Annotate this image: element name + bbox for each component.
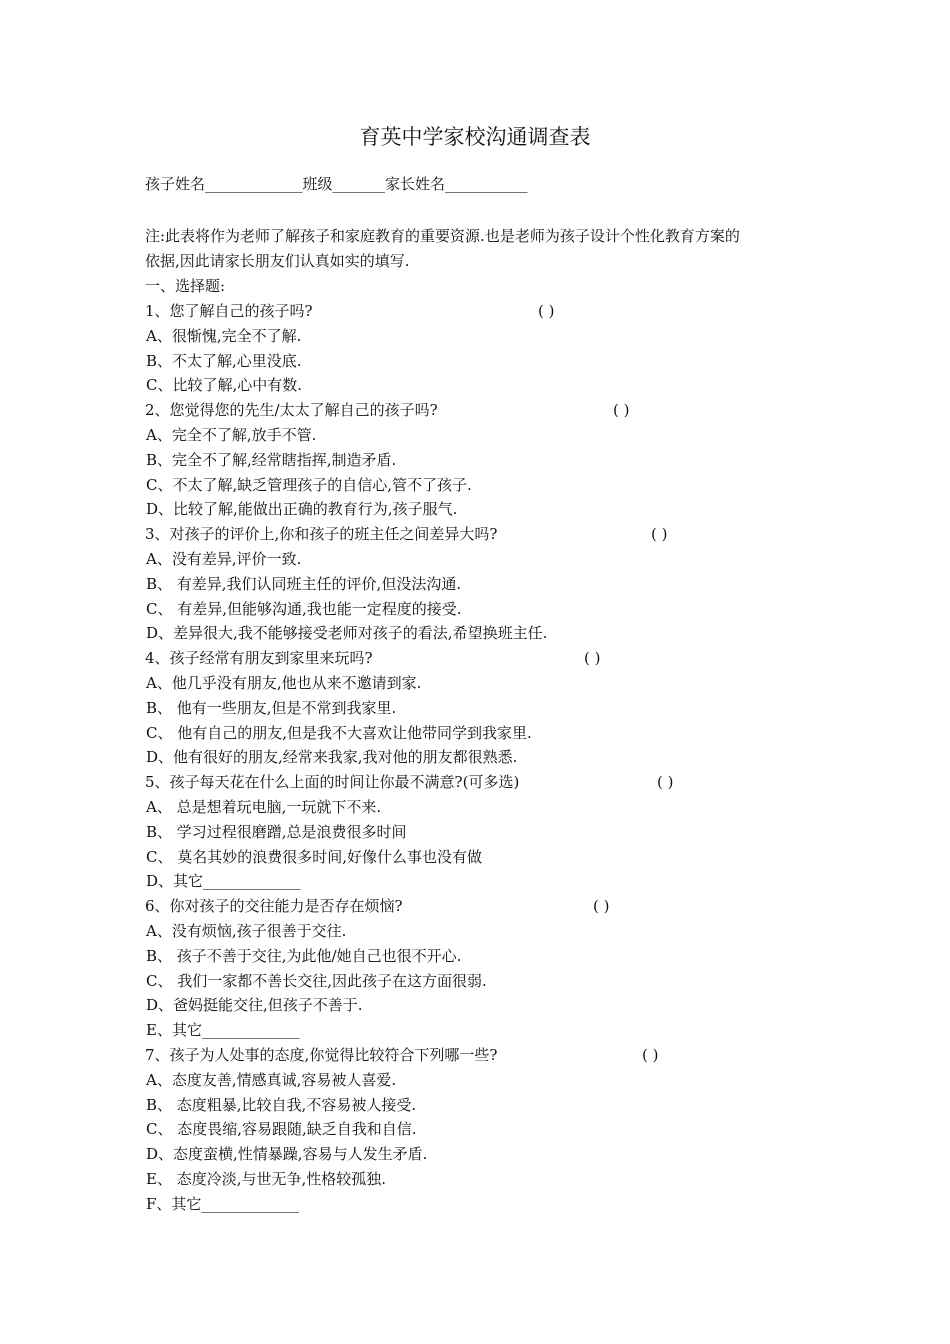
question-3-answer-blank[interactable]: ( ) (651, 525, 668, 544)
question-5-text: 5、孩子每天花在什么上面的时间让你最不满意?(可多选) (145, 773, 520, 792)
question-1-answer-blank[interactable]: ( ) (538, 302, 555, 320)
question-6-option[interactable]: C、 我们一家都不善长交往,因此孩子在这方面很弱. (146, 971, 487, 990)
question-2-option[interactable]: D、比较了解,能做出正确的教育行为,孩子服气. (146, 500, 458, 519)
question-1-option[interactable]: A、很惭愧,完全不了解. (146, 326, 302, 345)
question-2-answer-blank[interactable]: ( ) (613, 401, 630, 420)
question-1-text: 1、您了解自己的孩子吗? (145, 302, 313, 320)
question-3-text: 3、对孩子的评价上,你和孩子的班主任之间差异大吗? (145, 525, 498, 544)
question-6-option[interactable]: E、其它_____________ (146, 1021, 300, 1040)
section-heading: 一、选择题: (145, 277, 226, 295)
note-line-2: 依据,因此请家长朋友们认真如实的填写. (145, 252, 410, 270)
question-2-option[interactable]: C、不太了解,缺乏管理孩子的自信心,管不了孩子. (146, 475, 472, 494)
question-3-option[interactable]: D、差异很大,我不能够接受老师对孩子的看法,希望换班主任. (146, 624, 548, 643)
question-5-option[interactable]: C、 莫名其妙的浪费很多时间,好像什么事也没有做 (146, 847, 483, 866)
question-7-answer-blank[interactable]: ( ) (642, 1046, 659, 1064)
info-fill-line: 孩子姓名_____________班级_______家长姓名___________ (145, 175, 528, 193)
question-2-option[interactable]: B、完全不了解,经常瞎指挥,制造矛盾. (146, 450, 397, 469)
question-7-option[interactable]: D、态度蛮横,性情暴躁,容易与人发生矛盾. (146, 1145, 428, 1164)
question-7-text: 7、孩子为人处事的态度,你觉得比较符合下列哪一些? (145, 1046, 498, 1064)
question-3-option[interactable]: A、没有差异,评价一致. (146, 550, 302, 568)
question-4-option[interactable]: A、他几乎没有朋友,他也从来不邀请到家. (146, 674, 422, 692)
note-line-1: 注:此表将作为老师了解孩子和家庭教育的重要资源.也是老师为孩子设计个性化教育方案的 (145, 227, 740, 245)
question-3-option[interactable]: B、 有差异,我们认同班主任的评价,但没法沟通. (146, 574, 462, 593)
question-6-text: 6、你对孩子的交往能力是否存在烦恼? (145, 897, 403, 916)
question-6-option[interactable]: A、没有烦恼,孩子很善于交往. (146, 922, 347, 940)
question-4-option[interactable]: B、 他有一些朋友,但是不常到我家里. (146, 698, 397, 717)
question-4-answer-blank[interactable]: ( ) (584, 649, 601, 668)
question-1-option[interactable]: C、比较了解,心中有数. (146, 376, 303, 395)
question-7-option[interactable]: F、其它_____________ (146, 1194, 299, 1213)
question-5-option[interactable]: D、其它_____________ (146, 872, 301, 891)
question-2-option[interactable]: A、完全不了解,放手不管. (146, 426, 317, 444)
question-5-option[interactable]: A、 总是想着玩电脑,一玩就下不来. (146, 798, 382, 816)
question-3-option[interactable]: C、 有差异,但能够沟通,我也能一定程度的接受. (146, 599, 462, 618)
document-title: 育英中学家校沟通调查表 (359, 125, 591, 149)
question-6-option[interactable]: B、 孩子不善于交往,为此他/她自己也很不开心. (146, 946, 462, 965)
question-4-option[interactable]: D、他有很好的朋友,经常来我家,我对他的朋友都很熟悉. (146, 748, 518, 767)
question-7-option[interactable]: E、 态度冷淡,与世无争,性格较孤独. (146, 1170, 387, 1188)
question-5-answer-blank[interactable]: ( ) (657, 773, 674, 792)
question-6-answer-blank[interactable]: ( ) (593, 897, 610, 916)
question-4-text: 4、孩子经常有朋友到家里来玩吗? (145, 649, 373, 668)
question-4-option[interactable]: C、 他有自己的朋友,但是我不大喜欢让他带同学到我家里. (146, 723, 532, 742)
question-7-option[interactable]: C、 态度畏缩,容易跟随,缺乏自我和自信. (146, 1120, 417, 1139)
question-7-option[interactable]: A、态度友善,情感真诚,容易被人喜爱. (146, 1070, 397, 1089)
question-2-text: 2、您觉得您的先生/太太了解自己的孩子吗? (145, 401, 438, 420)
question-6-option[interactable]: D、爸妈挺能交往,但孩子不善于. (146, 996, 363, 1015)
question-7-option[interactable]: B、 态度粗暴,比较自我,不容易被人接受. (146, 1095, 417, 1114)
question-1-option[interactable]: B、不太了解,心里没底. (146, 351, 302, 370)
question-5-option[interactable]: B、 学习过程很磨蹭,总是浪费很多时间 (146, 822, 407, 841)
